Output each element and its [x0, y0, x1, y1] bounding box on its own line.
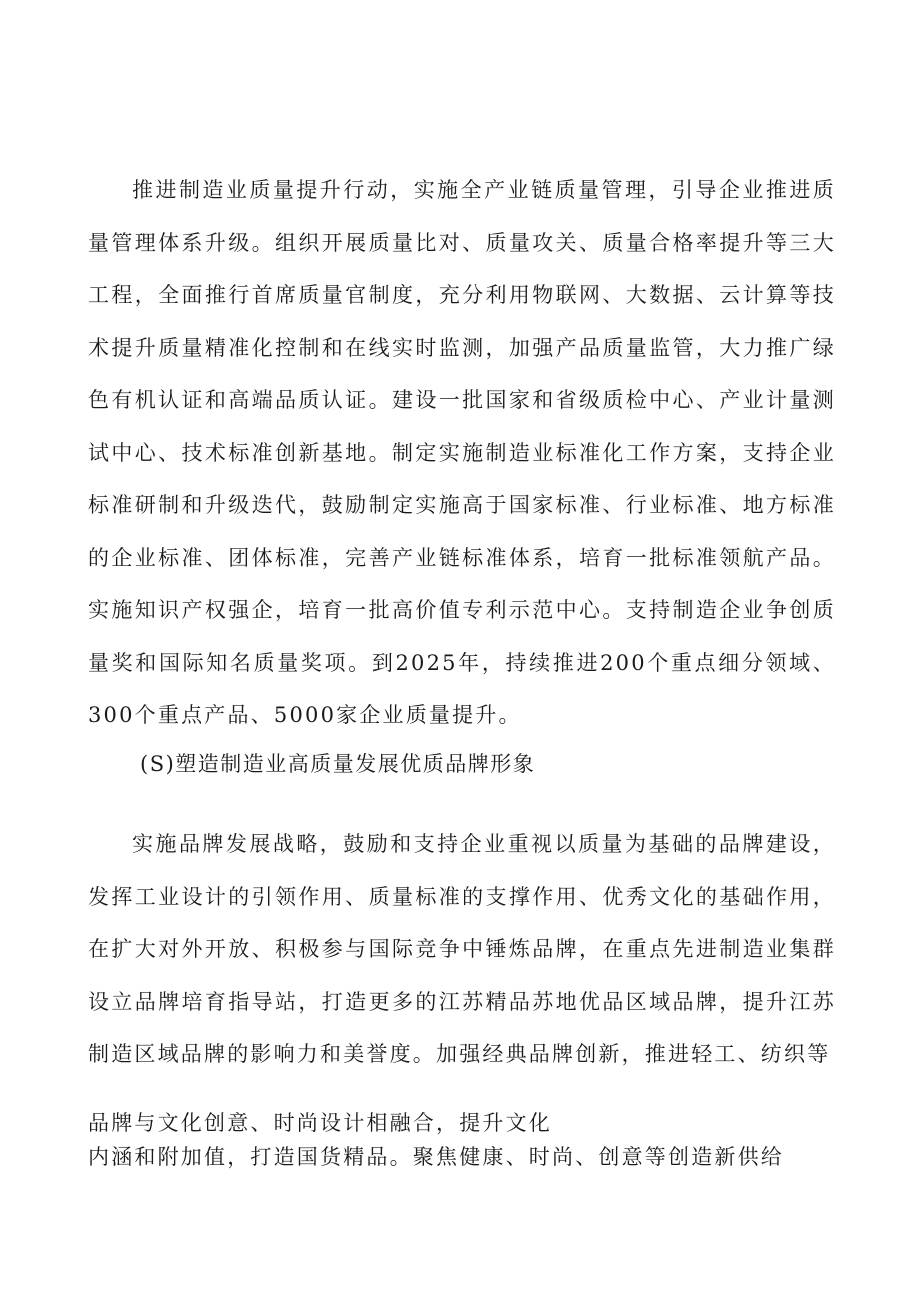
section-heading: (S)塑造制造业高质量发展优质品牌形象 [140, 752, 536, 776]
body-line-1: 品牌与文化创意、时尚设计相融合，提升文化 [88, 1111, 552, 1135]
body-paragraph-brand: 实施品牌发展战略，鼓励和支持企业重视以质量为基础的品牌建设，发挥工业设计的引领作用、质量标准的支撑作用、优秀文化的基础作用，在扩大对外开放、积极参与国际竞争中锤炼品牌，在重点先进制造业集群设立品牌培育指导站，打造更多的江苏精品苏地优品区域品牌，提升江苏制造区域品牌的影响力和美誉度。加强经典品牌创新，推进轻工、纺织等 [88, 832, 836, 1066]
body-line-2: 内涵和附加值，打造国货精品。聚焦健康、时尚、创意等创造新供给 [88, 1145, 784, 1169]
body-paragraph-quality: 推进制造业质量提升行动，实施全产业链质量管理，引导企业推进质量管理体系升级。组织开展质量比对、质量攻关、质量合格率提升等三大工程，全面推行首席质量官制度，充分利用物联网、大数据、云计算等技术提升质量精准化控制和在线实时监测，加强产品质量监管，大力推广绿色有机认证和高端品质认证。建设一批国家和省级质检中心、产业计量测试中心、技术标准创新基地。制定实施制造业标准化工作方案，支持企业标准研制和升级迭代，鼓励制定实施高于国家标准、行业标准、地方标准的企业标准、团体标准，完善产业链标准体系，培育一批标准领航产品。实施知识产权强企，培育一批高价值专利示范中心。支持制造企业争创质量奖和国际知名质量奖项。到2025年，持续推进200个重点细分领域、300个重点产品、5000家企业质量提升。 [88, 178, 836, 727]
